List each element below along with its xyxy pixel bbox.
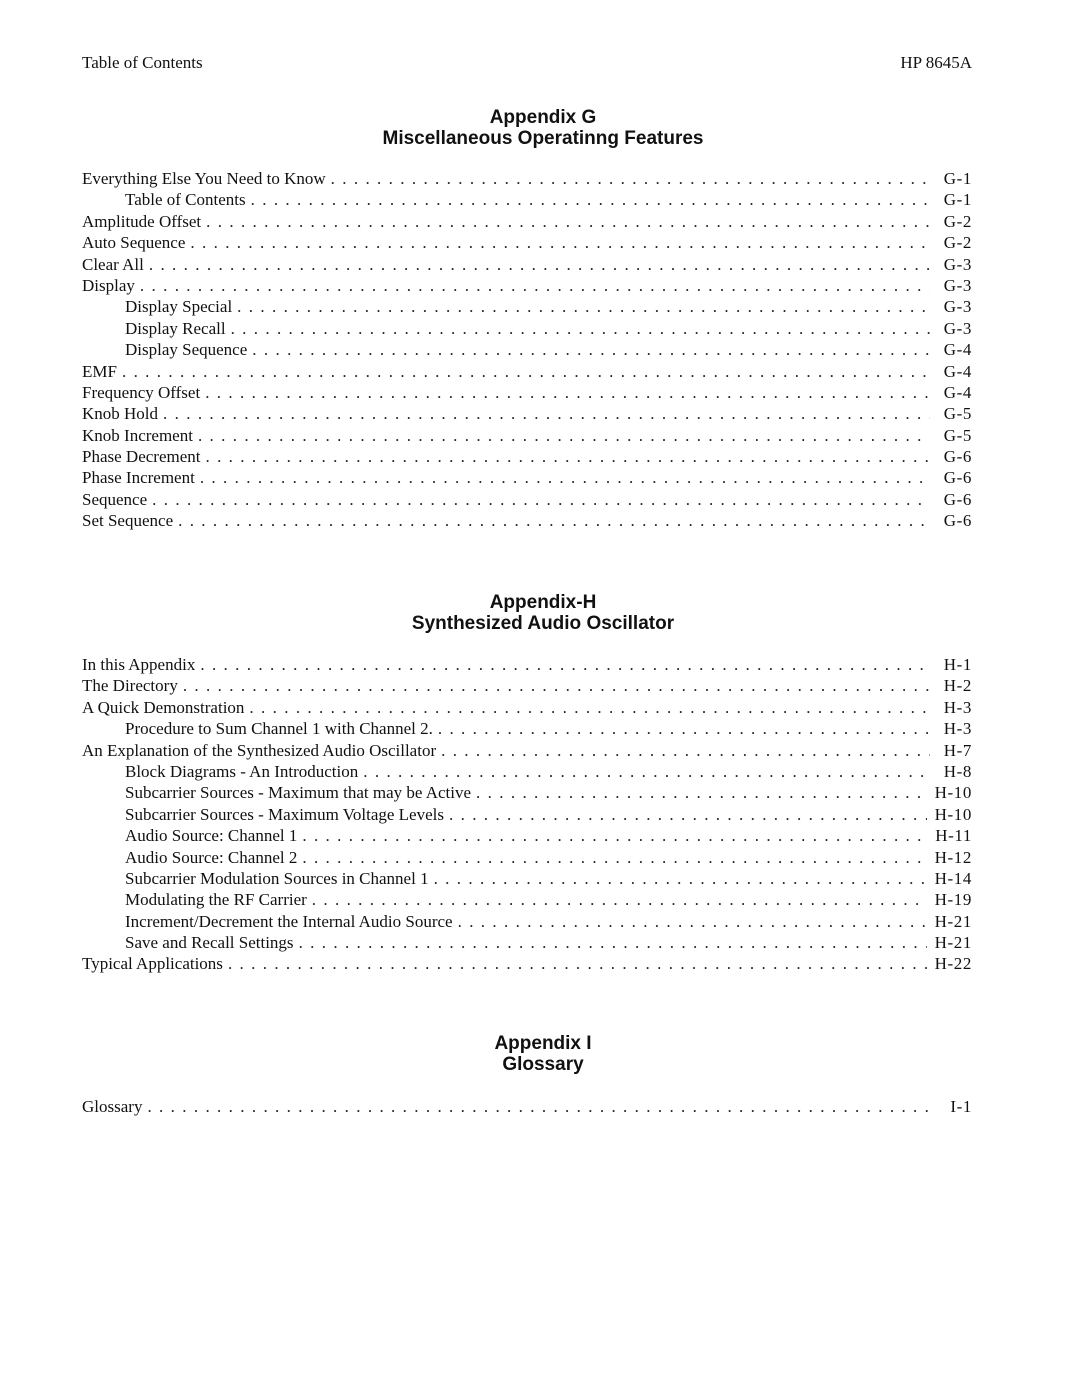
dot-leader: [200, 446, 930, 467]
dot-leader: [436, 740, 930, 761]
toc-entry[interactable]: [82, 911, 972, 932]
toc-entry-label: Phase Increment: [82, 468, 195, 488]
toc-entry-page-number: G-6: [943, 468, 972, 488]
dot-leader: [193, 425, 930, 446]
toc-entry[interactable]: [82, 275, 972, 296]
dot-leader: [195, 654, 930, 675]
running-header: [82, 53, 972, 75]
dot-leader: [247, 339, 930, 360]
toc-entry[interactable]: [82, 318, 972, 339]
toc-entry-page-number: H-21: [934, 933, 972, 953]
toc-entry-page-number: I-1: [950, 1097, 972, 1116]
toc-entry-label: Display Sequence: [125, 340, 248, 360]
dot-leader: [147, 489, 930, 510]
toc-entry-label: Auto Sequence: [82, 233, 186, 253]
toc-entry-label: EMF: [82, 361, 117, 381]
toc-entry-page-number: G-3: [943, 297, 972, 317]
toc-entry-label: Block Diagrams - An Introduction: [125, 761, 359, 781]
dot-leader: [195, 467, 930, 488]
toc-entry-label: The Directory: [82, 676, 178, 696]
dot-leader: [135, 275, 930, 296]
toc-entry-label: Display: [82, 275, 135, 295]
dot-leader: [232, 296, 930, 317]
toc-entry[interactable]: [82, 847, 972, 868]
toc-entry-label: In this Appendix: [82, 655, 196, 674]
toc-entry-label: Clear All: [82, 254, 144, 274]
toc-entry-page-number: G-5: [943, 425, 972, 445]
toc-entry[interactable]: [82, 697, 972, 718]
toc-entry[interactable]: [82, 654, 972, 675]
toc-entry-label: Amplitude Offset: [82, 211, 202, 231]
toc-entry-page-number: G-6: [943, 489, 972, 509]
appendix-h-heading: [0, 592, 1080, 634]
toc-entry-label: Typical Applications: [82, 954, 223, 974]
toc-entry[interactable]: [82, 382, 972, 403]
toc-entry[interactable]: [82, 425, 972, 446]
toc-entry-label: Audio Source: Channel 2: [125, 847, 298, 867]
appendix-h-toc: [82, 654, 972, 975]
appendix-i-heading: [0, 1033, 1080, 1075]
toc-entry[interactable]: [82, 232, 972, 253]
dot-leader: [444, 804, 927, 825]
toc-entry-label: An Explanation of the Synthesized Audio Oscillator: [82, 740, 437, 760]
toc-entry-page-number: G-1: [943, 169, 972, 188]
toc-entry-label: Everything Else You Need to Know: [82, 169, 326, 188]
dot-leader: [200, 382, 930, 403]
toc-entry-page-number: G-1: [943, 190, 972, 210]
header-section-title: Table of Contents: [82, 53, 203, 72]
toc-entry[interactable]: [82, 189, 972, 210]
toc-entry-label: Subcarrier Modulation Sources in Channel 1: [125, 868, 429, 888]
appendix-i-toc: [82, 1096, 972, 1117]
toc-entry-page-number: G-4: [943, 361, 972, 381]
toc-entry-page-number: G-3: [943, 318, 972, 338]
toc-entry-page-number: H-14: [934, 868, 972, 888]
toc-entry[interactable]: [82, 510, 972, 531]
toc-entry-page-number: H-19: [934, 890, 972, 910]
toc-entry[interactable]: [82, 932, 972, 953]
toc-entry-page-number: G-3: [943, 275, 972, 295]
toc-entry[interactable]: [82, 868, 972, 889]
toc-entry-label: Modulating the RF Carrier: [125, 890, 307, 910]
toc-entry[interactable]: [82, 804, 972, 825]
dot-leader: [453, 911, 927, 932]
toc-entry-page-number: H-12: [934, 847, 972, 867]
appendix-g-toc: [82, 168, 972, 532]
dot-leader: [246, 189, 930, 210]
toc-entry-page-number: H-21: [934, 911, 972, 931]
toc-entry-page-number: H-8: [943, 761, 972, 781]
appendix-g-subtitle: Miscellaneous Operatinng Features: [382, 128, 704, 149]
dot-leader: [358, 761, 930, 782]
toc-entry[interactable]: [82, 953, 972, 974]
toc-entry-label: A Quick Demonstration: [82, 697, 245, 717]
dot-leader: [117, 361, 930, 382]
toc-entry-label: Phase Decrement: [82, 447, 201, 467]
dot-leader: [433, 718, 930, 739]
dot-leader: [142, 1096, 930, 1117]
toc-entry-label: Frequency Offset: [82, 382, 201, 402]
toc-entry-label: Procedure to Sum Channel 1 with Channel 2.: [125, 719, 433, 739]
toc-entry[interactable]: [82, 446, 972, 467]
toc-entry-page-number: H-2: [943, 676, 972, 696]
toc-entry-label: Display Recall: [125, 318, 226, 338]
toc-entry[interactable]: [82, 361, 972, 382]
appendix-g-heading: [0, 107, 1080, 149]
toc-entry[interactable]: [82, 761, 972, 782]
dot-leader: [297, 847, 926, 868]
toc-entry-label: Sequence: [82, 489, 148, 509]
toc-entry-label: Display Special: [125, 297, 233, 317]
toc-entry-page-number: G-2: [943, 233, 972, 253]
toc-entry-label: Save and Recall Settings: [125, 933, 294, 953]
header-model-number: HP 8645A: [900, 53, 972, 72]
toc-entry-page-number: H-10: [934, 804, 972, 824]
toc-entry-label: Glossary: [82, 1097, 143, 1116]
dot-leader: [244, 697, 930, 718]
toc-entry[interactable]: [82, 1096, 972, 1117]
toc-entry[interactable]: [82, 211, 972, 232]
toc-entry-page-number: H-11: [935, 826, 972, 846]
toc-entry-page-number: G-6: [943, 447, 972, 467]
appendix-i-title: Appendix I: [494, 1033, 592, 1054]
appendix-h-title: Appendix-H: [489, 592, 597, 613]
toc-entry[interactable]: [82, 168, 972, 189]
toc-entry[interactable]: [82, 254, 972, 275]
toc-entry[interactable]: [82, 339, 972, 360]
toc-entry[interactable]: [82, 403, 972, 424]
dot-leader: [326, 168, 930, 189]
toc-entry-page-number: H-7: [943, 740, 972, 760]
toc-entry[interactable]: [82, 296, 972, 317]
toc-entry-label: Set Sequence: [82, 511, 174, 531]
toc-entry[interactable]: [82, 718, 972, 739]
toc-entry-page-number: G-4: [943, 340, 972, 360]
dot-leader: [226, 318, 930, 339]
dot-leader: [429, 868, 927, 889]
toc-entry-label: Audio Source: Channel 1: [125, 826, 298, 846]
toc-entry-page-number: H-3: [943, 719, 972, 739]
toc-entry-page-number: H-3: [943, 697, 972, 717]
toc-entry-label: Subcarrier Sources - Maximum Voltage Levels: [125, 804, 444, 824]
toc-entry-page-number: H-22: [934, 954, 972, 974]
toc-entry-page-number: H-10: [934, 783, 972, 803]
toc-entry[interactable]: [82, 675, 972, 696]
toc-entry[interactable]: [82, 467, 972, 488]
appendix-h-subtitle: Synthesized Audio Oscillator: [411, 613, 675, 634]
appendix-i-subtitle: Glossary: [502, 1054, 584, 1075]
toc-entry-page-number: H-1: [943, 655, 972, 674]
toc-entry-page-number: G-3: [943, 254, 972, 274]
toc-entry-label: Knob Increment: [82, 425, 193, 445]
toc-entry-label: Increment/Decrement the Internal Audio Source: [125, 911, 453, 931]
toc-entry[interactable]: [82, 489, 972, 510]
dot-leader: [294, 932, 927, 953]
toc-entry[interactable]: [82, 782, 972, 803]
dot-leader: [201, 211, 930, 232]
dot-leader: [185, 232, 930, 253]
toc-entry[interactable]: [82, 889, 972, 910]
dot-leader: [223, 953, 927, 974]
toc-entry-label: Table of Contents: [125, 190, 246, 210]
toc-entry-page-number: G-4: [943, 382, 972, 402]
dot-leader: [178, 675, 930, 696]
toc-entry-label: Subcarrier Sources - Maximum that may be Active: [125, 783, 472, 803]
dot-leader: [471, 782, 927, 803]
dot-leader: [307, 889, 927, 910]
toc-entry[interactable]: [82, 825, 972, 846]
toc-entry[interactable]: [82, 740, 972, 761]
dot-leader: [297, 825, 927, 846]
dot-leader: [144, 254, 930, 275]
toc-entry-page-number: G-5: [943, 404, 972, 424]
toc-entry-page-number: G-6: [943, 511, 972, 531]
dot-leader: [173, 510, 930, 531]
toc-entry-label: Knob Hold: [82, 404, 159, 424]
appendix-g-title: Appendix G: [489, 107, 597, 128]
dot-leader: [158, 403, 930, 424]
toc-entry-page-number: G-2: [943, 211, 972, 231]
